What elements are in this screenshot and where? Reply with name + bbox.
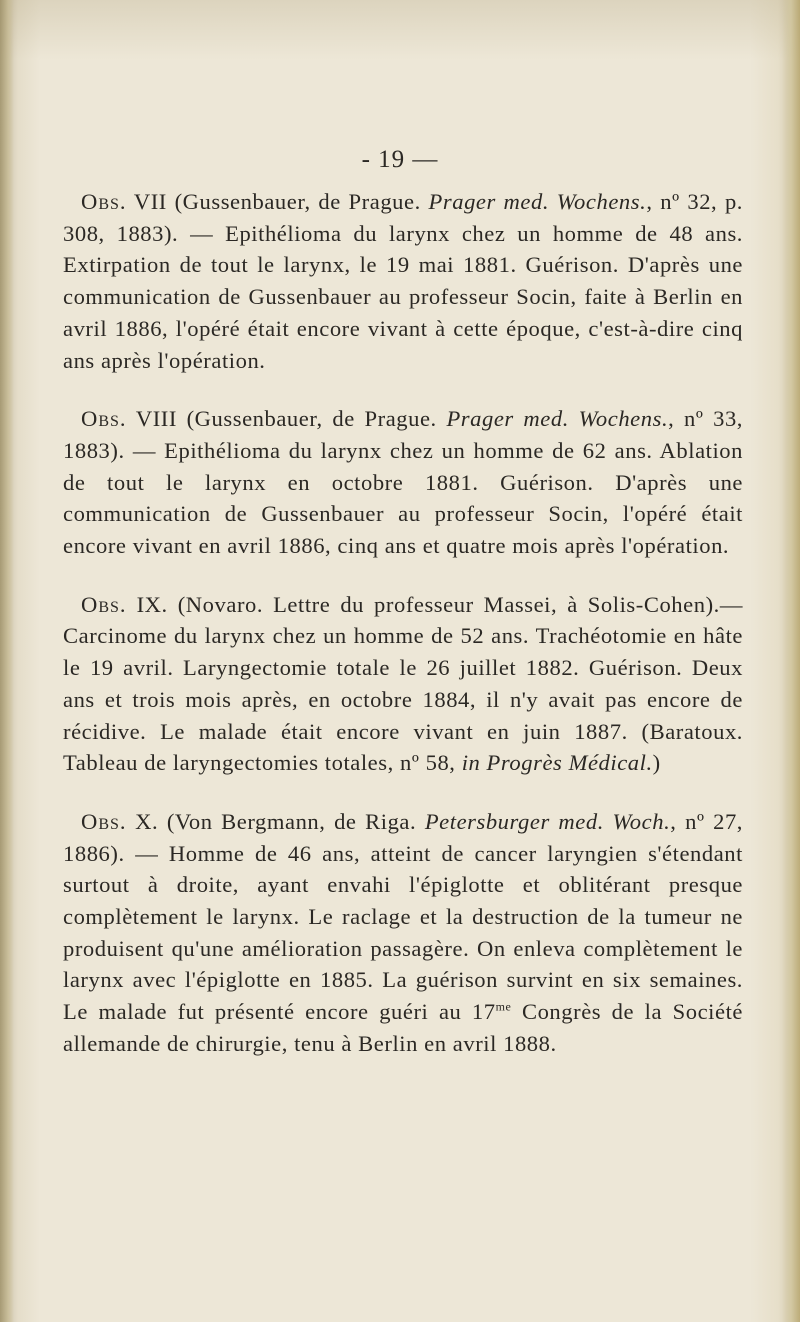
obs-label: Obs. [81,406,127,432]
journal-title: Prager med. Wochens. [446,406,669,432]
journal-title: Prager med. Wochens. [428,189,647,214]
obs-text: , nº 27, 1886). — Homme de 46 ans, atteint de cancer laryngien s'étendant surtout à droite, ayant envahi l'épiglotte et oblitérant presque complètement le larynx. Le raclage et la destruction de la tumeur ne produisent qu'une amélioration passagère. On enleva complètement le larynx avec l'épiglotte en 1885. La guérison survint en six semaines. Le malade fut présenté encore guéri au 17 [63,808,743,1025]
obs-intro: VIII (Gussenbauer, de Prague. [126,406,447,432]
obs-text-continued: Congrès de la Société allemande de chirurgie, tenu à Berlin en avril 1888. [63,999,743,1056]
obs-text: ) [652,750,661,776]
obs-label: Obs. [81,808,127,834]
page-body [63,186,743,1087]
observation-ix [63,589,743,779]
journal-title: in Progrès Médical. [461,750,653,776]
obs-intro: X. (Von Bergmann, de Riga. [126,808,425,834]
obs-intro: IX. (Novaro. Lettre du professeur Massei, à Solis-Cohen).— Carcinome du larynx chez un homme de 52 ans. Trachéotomie en hâte le 19 avril. Laryngectomie totale le 26 juillet 1882. Guérison. Deux ans et trois mois après, en octobre 1884, il n'y avait pas encore de récidive. Le malade était encore vivant en juin 1887. (Baratoux. Tableau de laryngectomies totales, nº 58, [63,591,743,776]
observation-vii [63,186,743,376]
page-edge-right [782,0,800,1322]
observation-viii [63,403,743,562]
obs-intro: VII (Gussenbauer, de Prague. [126,189,429,214]
obs-label: Obs. [81,189,127,214]
obs-text: , nº 33, 1883). — Epithélioma du larynx chez un homme de 62 ans. Ablation de tout le larynx en octobre 1881. Guérison. D'après une communication de Gussenbauer au professeur Socin, l'opéré était encore vivant en avril 1886, cinq ans et quatre mois après l'opération. [63,406,744,559]
observation-x [63,806,743,1060]
ordinal-superscript: me [495,999,512,1014]
page-number: - 19 — [361,146,439,173]
obs-label: Obs. [81,591,127,617]
journal-title: Petersburger med. Woch. [424,808,671,834]
obs-text: , nº 32, p. 308, 1883). — Epithélioma du larynx chez un homme de 48 ans. Extirpation de tout le larynx, le 19 mai 1881. Guérison. D'après une communication de Gussenbauer au professeur Socin, faite à Berlin en avril 1886, l'opéré était encore vivant à cette époque, c'est-à-dire cinq ans après l'opération. [63,189,744,373]
page-edge-left [0,0,14,1322]
